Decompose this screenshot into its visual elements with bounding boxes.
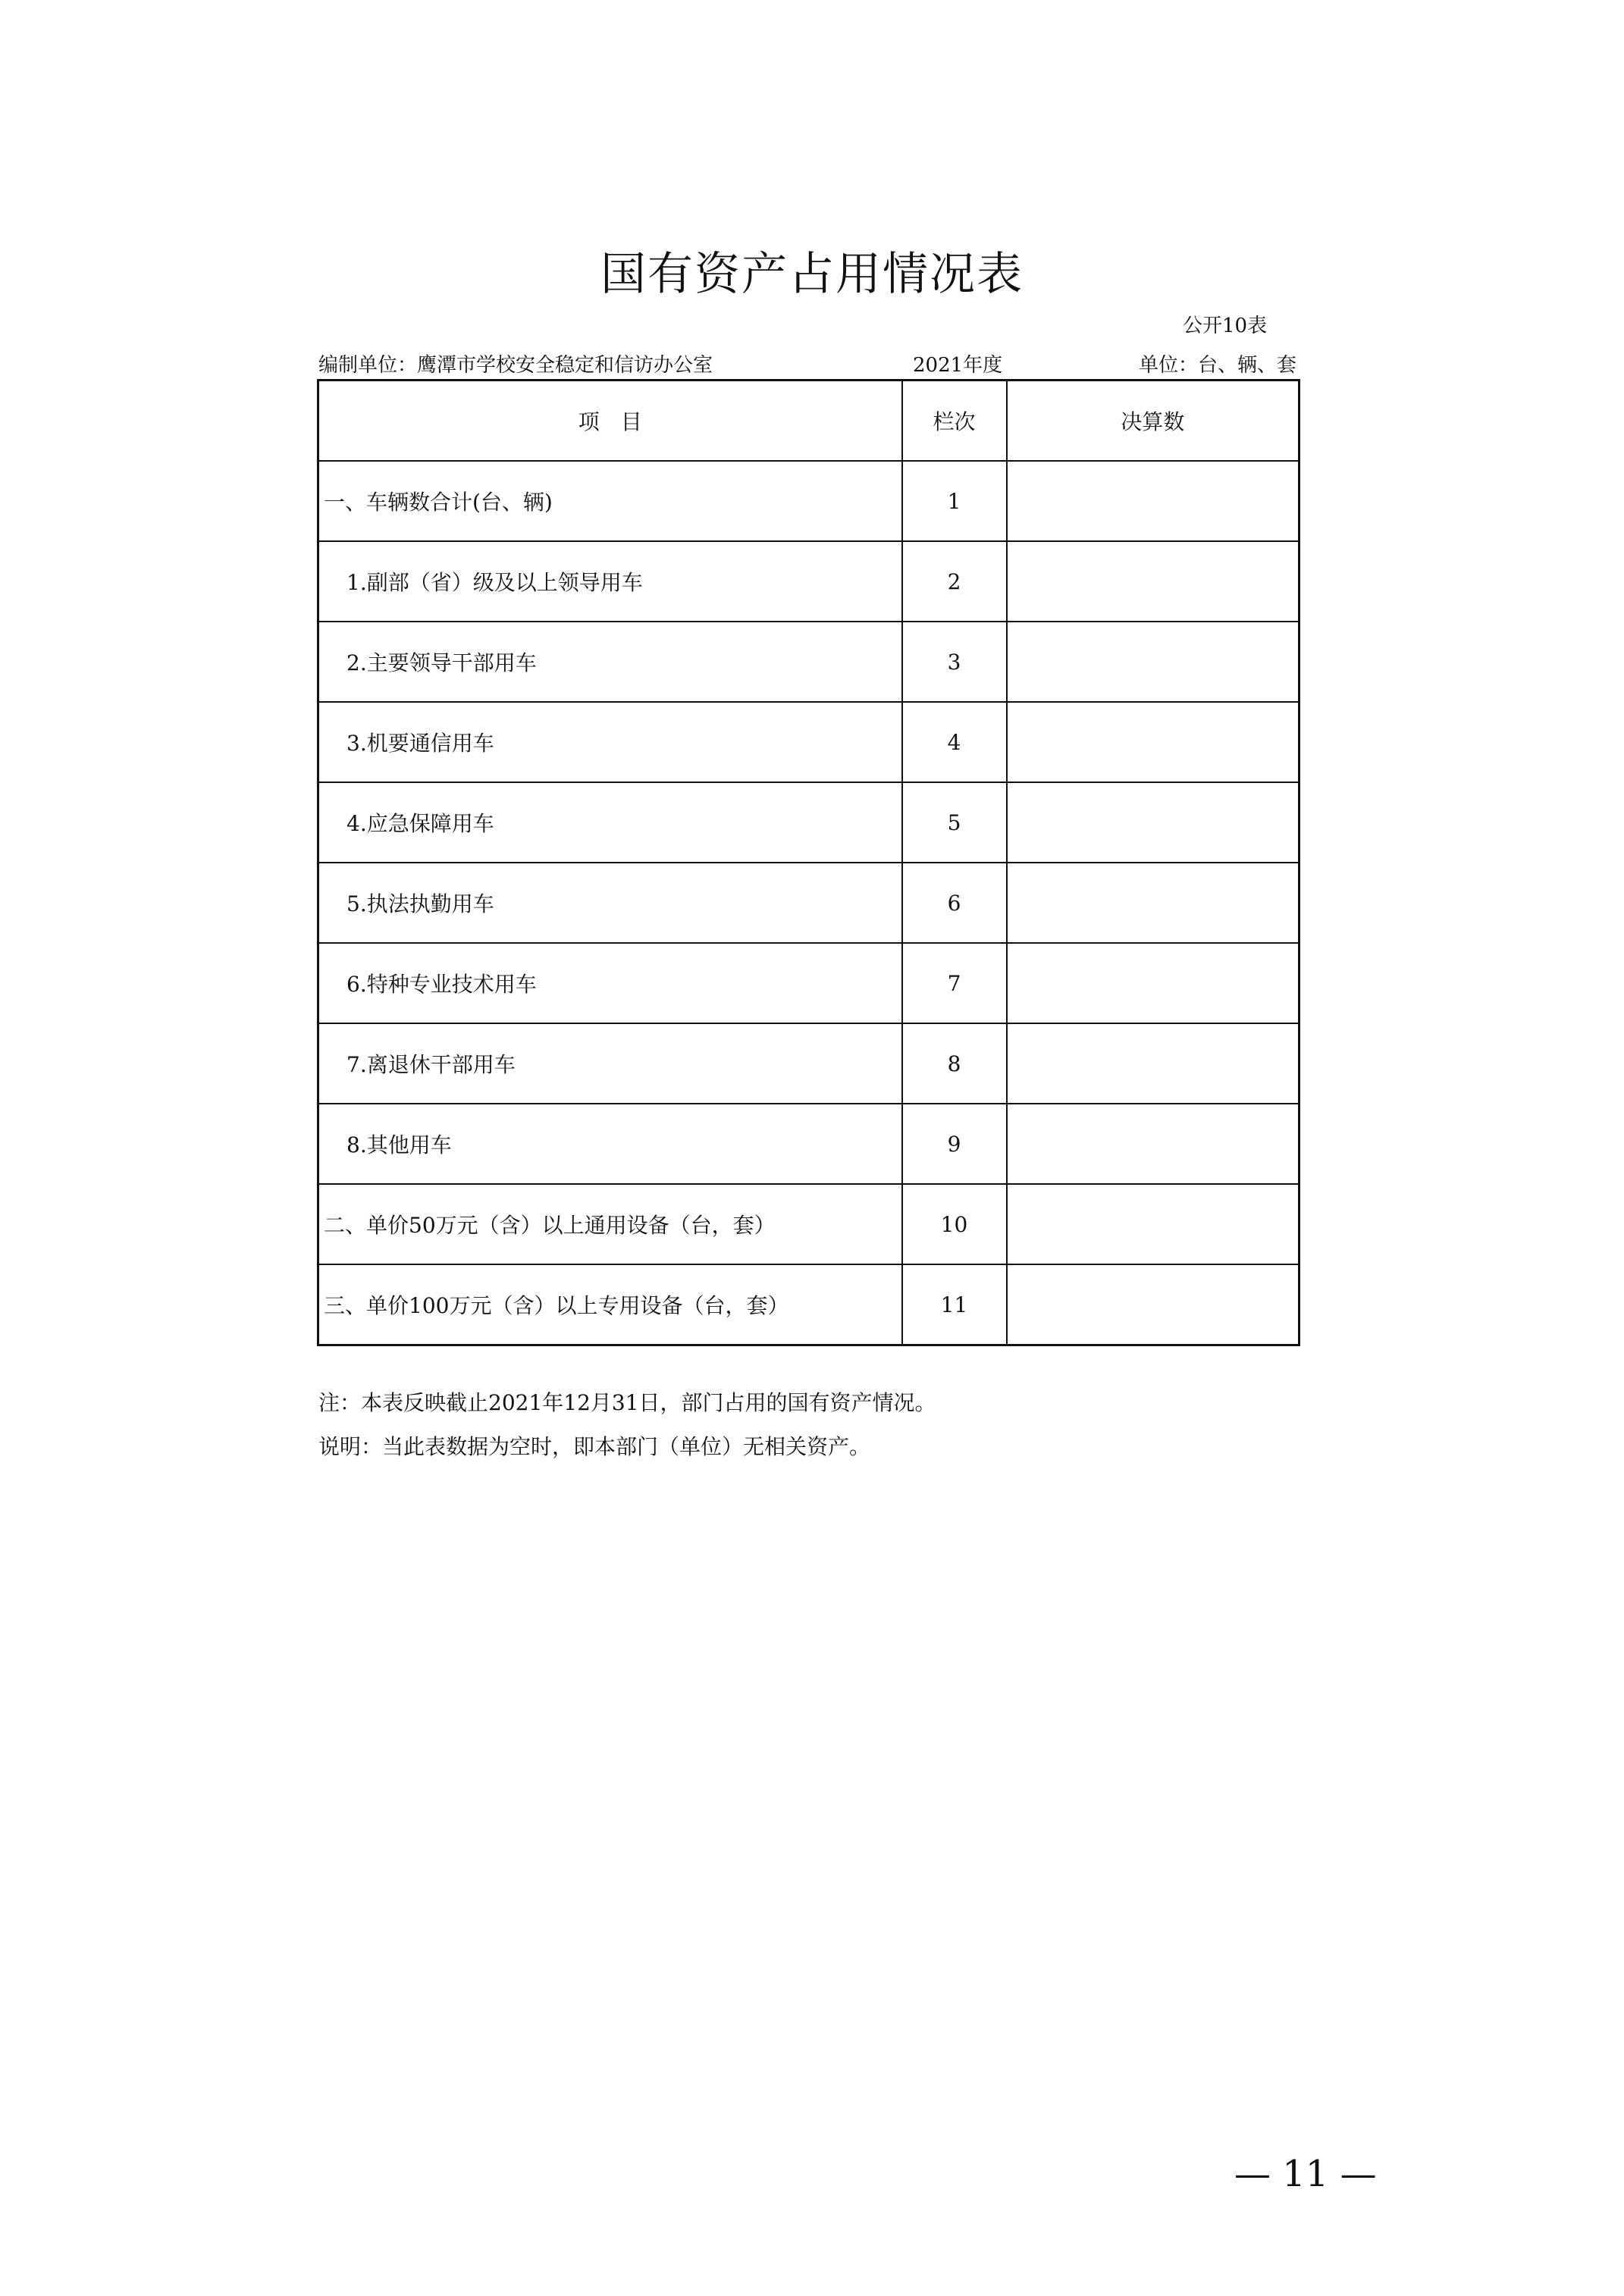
table-row (318, 1023, 1300, 1104)
row-line: 4 (902, 702, 1007, 782)
row-line: 8 (902, 1023, 1007, 1104)
asset-table (317, 379, 1300, 1346)
header-item: 项 目 (318, 381, 902, 462)
row-item: 3.机要通信用车 (318, 702, 902, 782)
table-row (318, 943, 1300, 1023)
row-value (1007, 782, 1300, 863)
row-item: 三、单价100万元（含）以上专用设备（台，套） (318, 1264, 902, 1345)
table-row (318, 461, 1300, 541)
org-label: 编制单位：鹰潭市学校安全稳定和信访办公室 (318, 354, 713, 377)
row-value (1007, 943, 1300, 1023)
row-value (1007, 1264, 1300, 1345)
row-item: 5.执法执勤用车 (318, 863, 902, 943)
row-value (1007, 702, 1300, 782)
table-row (318, 622, 1300, 702)
unit-label: 单位：台、辆、套 (1138, 354, 1296, 377)
row-line: 9 (902, 1104, 1007, 1184)
row-item: 1.副部（省）级及以上领导用车 (318, 541, 902, 622)
row-item: 一、车辆数合计(台、辆) (318, 461, 902, 541)
table-row (318, 782, 1300, 863)
table-header-row (318, 381, 1300, 462)
row-value (1007, 863, 1300, 943)
table-row (318, 541, 1300, 622)
table-row (318, 702, 1300, 782)
header-value: 决算数 (1007, 381, 1300, 462)
row-line: 3 (902, 622, 1007, 702)
row-line: 1 (902, 461, 1007, 541)
row-line: 6 (902, 863, 1007, 943)
table-row (318, 863, 1300, 943)
row-value (1007, 1104, 1300, 1184)
row-item: 4.应急保障用车 (318, 782, 902, 863)
row-value (1007, 541, 1300, 622)
page-title: 国有资产占用情况表 (600, 248, 1024, 301)
row-line: 10 (902, 1184, 1007, 1264)
year-label: 2021年度 (913, 354, 1003, 377)
row-value (1007, 622, 1300, 702)
row-item: 6.特种专业技术用车 (318, 943, 902, 1023)
table-code: 公开10表 (1183, 315, 1268, 337)
table-row (318, 1104, 1300, 1184)
row-item: 7.离退休干部用车 (318, 1023, 902, 1104)
note-line: 注：本表反映截止2021年12月31日，部门占用的国有资产情况。 (318, 1390, 936, 1415)
row-value (1007, 1023, 1300, 1104)
row-value (1007, 461, 1300, 541)
table-row (318, 1184, 1300, 1264)
row-value (1007, 1184, 1300, 1264)
table-meta (318, 350, 1296, 381)
page-number: — 11 — (1234, 2153, 1377, 2195)
table-row (318, 1264, 1300, 1345)
row-item: 8.其他用车 (318, 1104, 902, 1184)
row-item: 2.主要领导干部用车 (318, 622, 902, 702)
row-line: 5 (902, 782, 1007, 863)
header-line: 栏次 (902, 381, 1007, 462)
explanation-line: 说明：当此表数据为空时，即本部门（单位）无相关资产。 (318, 1434, 871, 1459)
row-line: 2 (902, 541, 1007, 622)
row-item: 二、单价50万元（含）以上通用设备（台，套） (318, 1184, 902, 1264)
row-line: 11 (902, 1264, 1007, 1345)
row-line: 7 (902, 943, 1007, 1023)
table-notes (318, 1381, 936, 1469)
